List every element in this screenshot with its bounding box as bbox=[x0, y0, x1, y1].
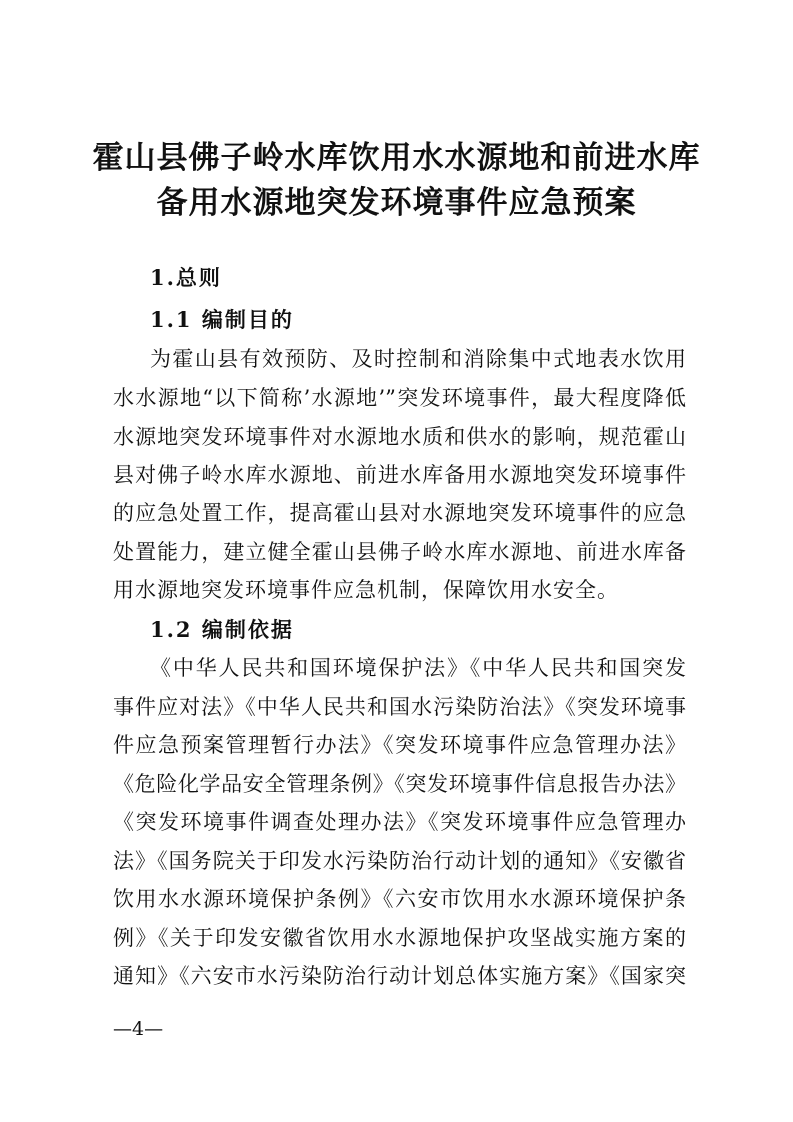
section-heading-general: 1.总则 bbox=[150, 265, 222, 290]
paragraph-line: 县对佛子岭水库水源地、前进水库备用水源地突发环境事件 bbox=[113, 463, 686, 487]
paragraph-line: 事件应对法》《中华人民共和国水污染防治法》《突发环境事 bbox=[113, 695, 686, 719]
document-title-line-2: 备用水源地突发环境事件应急预案 bbox=[156, 185, 637, 221]
paragraph-line: 法》《国务院关于印发水污染防治行动计划的通知》《安徽省 bbox=[113, 849, 686, 873]
section-heading-purpose: 1.1 编制目的 bbox=[150, 307, 294, 332]
document-title-line-1: 霍山县佛子岭水库饮用水水源地和前进水库 bbox=[92, 140, 701, 176]
paragraph-line: 水源地突发环境事件对水源地水质和供水的影响，规范霍山 bbox=[113, 425, 686, 449]
paragraph-line: 《危险化学品安全管理条例》《突发环境事件信息报告办法》 bbox=[113, 772, 686, 796]
paragraph-line: 《突发环境事件调查处理办法》《突发环境事件应急管理办 bbox=[113, 810, 686, 834]
page-number: —4— bbox=[113, 1018, 164, 1040]
paragraph-line: 水水源地“以下简称’水源地’”突发环境事件，最大程度降低 bbox=[113, 386, 686, 410]
paragraph-line: 处置能力，建立健全霍山县佛子岭水库水源地、前进水库备 bbox=[113, 540, 686, 564]
paragraph-line: 的应急处置工作，提高霍山县对水源地突发环境事件的应急 bbox=[113, 501, 686, 525]
paragraph-line: 饮用水水源环境保护条例》《六安市饮用水水源环境保护条 bbox=[113, 887, 686, 911]
paragraph-line: 通知》《六安市水污染防治行动计划总体实施方案》《国家突 bbox=[113, 964, 686, 988]
paragraph-line: 用水源地突发环境事件应急机制，保障饮用水安全。 bbox=[113, 578, 619, 602]
paragraph-line: 例》《关于印发安徽省饮用水水源地保护攻坚战实施方案的 bbox=[113, 926, 686, 950]
section-heading-basis: 1.2 编制依据 bbox=[150, 617, 294, 642]
paragraph-line: 为霍山县有效预防、及时控制和消除集中式地表水饮用 bbox=[150, 347, 686, 371]
paragraph-line: 《中华人民共和国环境保护法》《中华人民共和国突发 bbox=[150, 656, 686, 680]
paragraph-line: 件应急预案管理暂行办法》《突发环境事件应急管理办法》 bbox=[113, 733, 686, 757]
